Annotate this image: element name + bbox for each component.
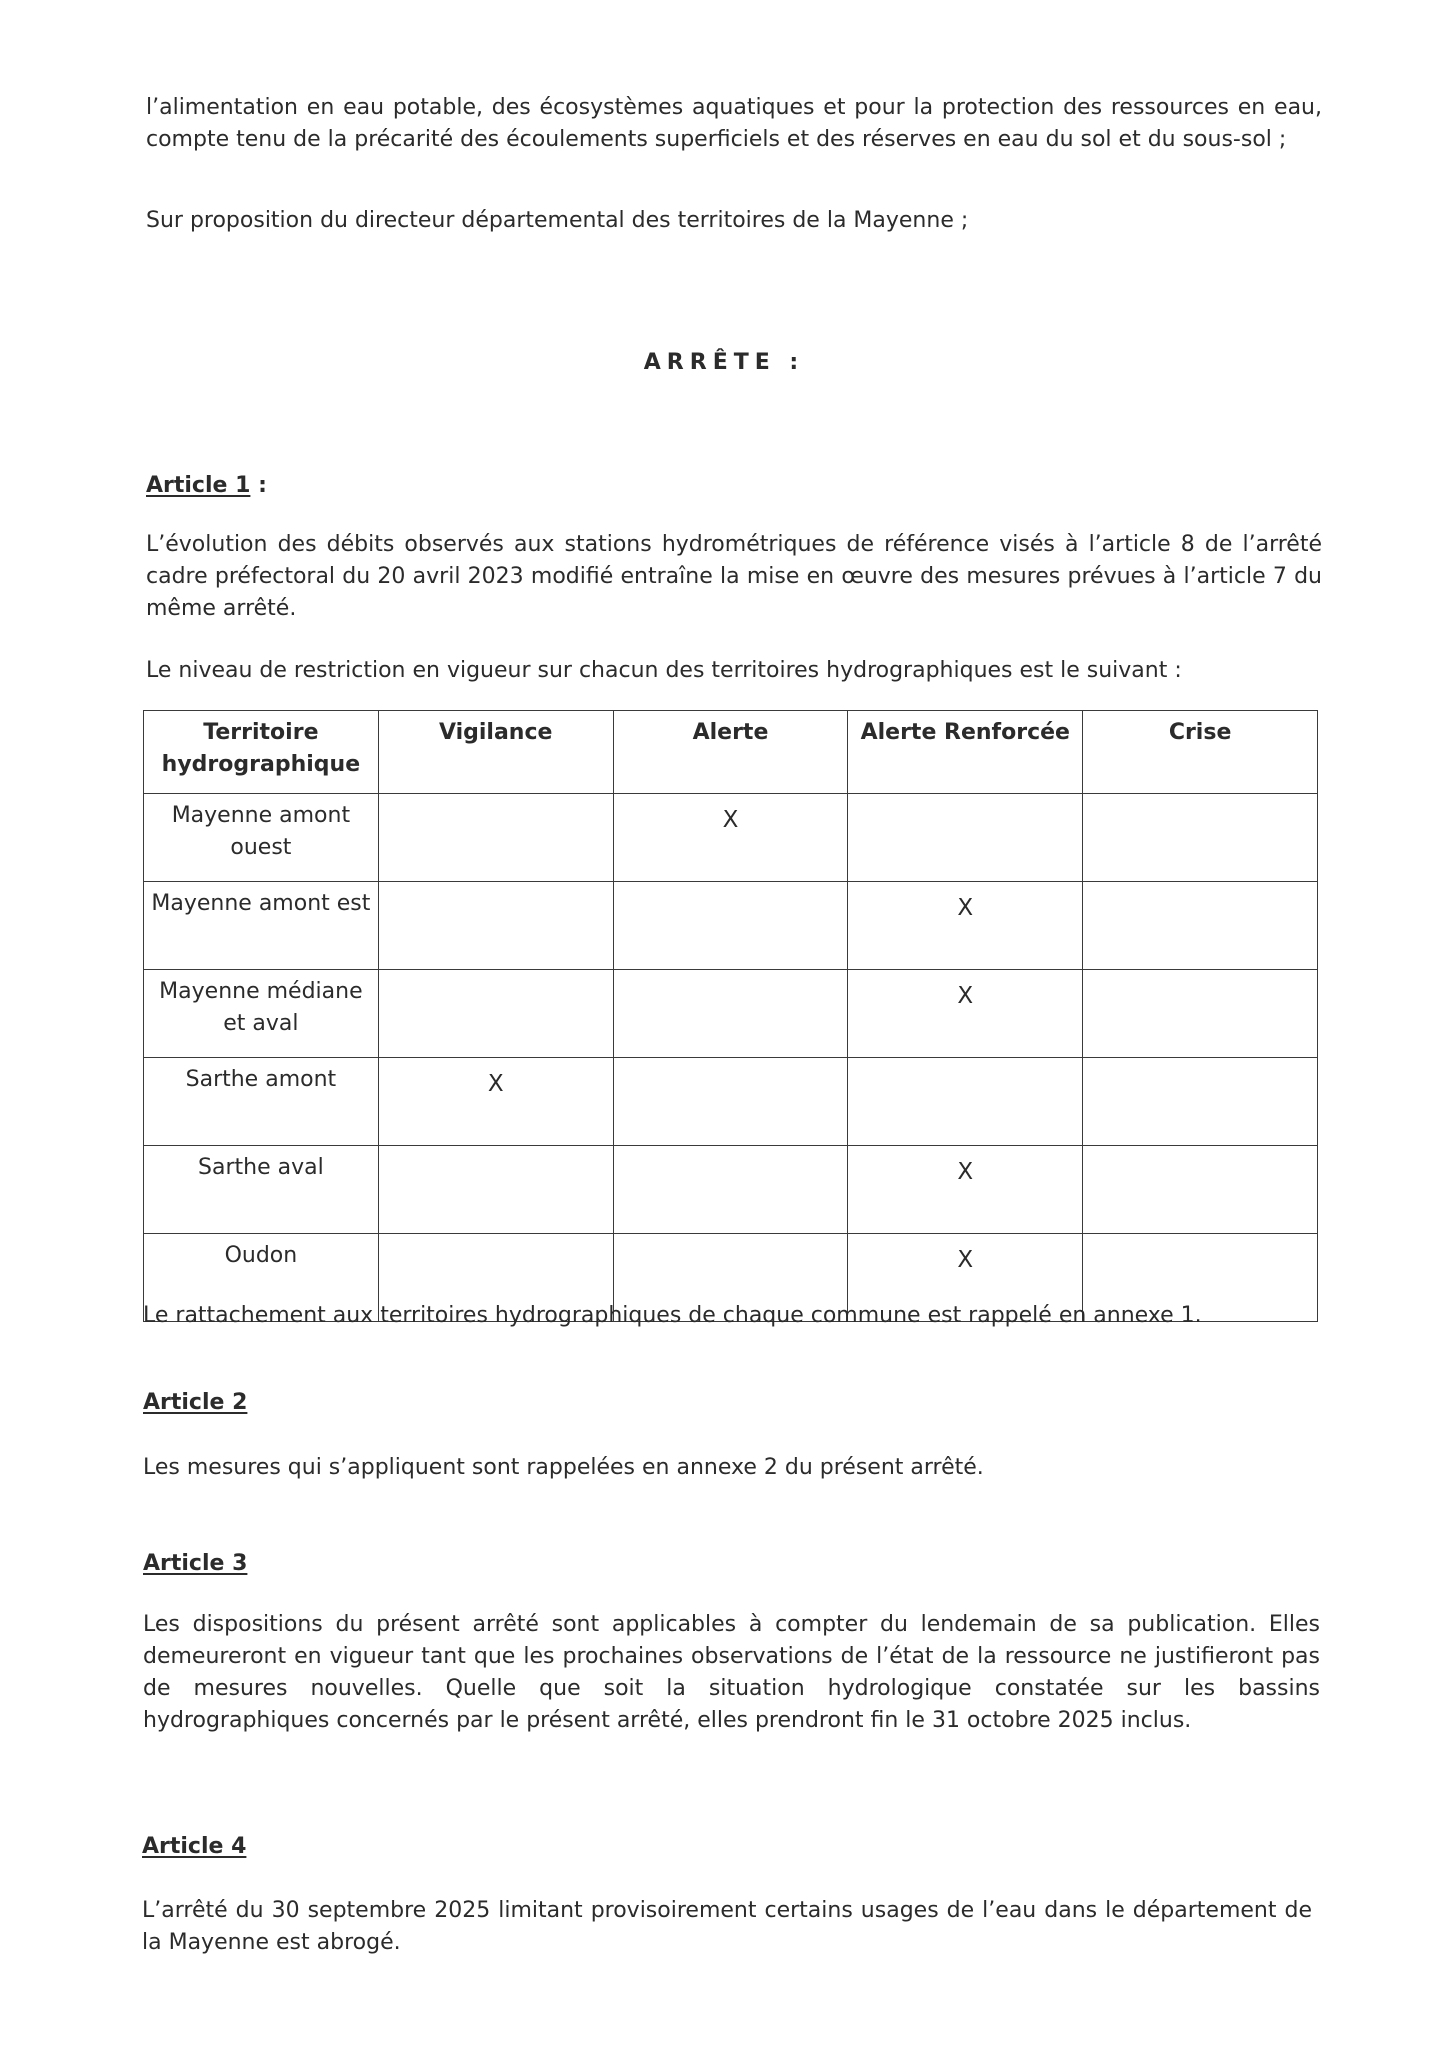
table-header-row	[144, 711, 1318, 794]
level-cell	[1083, 970, 1318, 1058]
level-cell: X	[848, 970, 1083, 1058]
territory-cell: Mayenne médiane et aval	[144, 970, 379, 1058]
article-3-label: Article 3	[143, 1551, 248, 1576]
article-2-heading	[143, 1387, 247, 1419]
article-3-paragraph: Les dispositions du présent arrêté sont applicables à compter du lendemain de sa publication. Elles demeureront en vigueur tant que les prochaines observations de l’état de la ressource ne justifieront pas de mesures nouvelles. Quelle que soit la situation hydrologique constatée sur les bassins hydrographiques concernés par le présent arrêté, elles prendront fin le 31 octobre 2025 inclus.	[143, 1612, 1320, 1733]
level-cell: X	[613, 794, 848, 882]
proposal-paragraph: Sur proposition du directeur départemental des territoires de la Mayenne ;	[146, 208, 969, 233]
header-vigilance: Vigilance	[378, 711, 613, 794]
level-cell	[613, 1146, 848, 1234]
territory-cell: Mayenne amont ouest	[144, 794, 379, 882]
table-row	[144, 794, 1318, 882]
article-2-label: Article 2	[143, 1390, 248, 1415]
level-cell	[1083, 794, 1318, 882]
article-1-intro-table: Le niveau de restriction en vigueur sur chacun des territoires hydrographiques est le suivant :	[146, 658, 1182, 683]
table-row	[144, 1146, 1318, 1234]
table-row	[144, 1058, 1318, 1146]
territory-cell: Sarthe aval	[144, 1146, 379, 1234]
level-cell	[378, 1146, 613, 1234]
article-1-heading	[146, 470, 267, 502]
article-1-label: Article 1	[146, 473, 251, 498]
level-cell	[613, 882, 848, 970]
article-4-paragraph: L’arrêté du 30 septembre 2025 limitant provisoirement certains usages de l’eau dans le département de la Mayenne est abrogé.	[142, 1898, 1312, 1955]
level-cell	[378, 970, 613, 1058]
header-territory: Territoire hydrographique	[144, 711, 379, 794]
table-row	[144, 882, 1318, 970]
header-alerte-renforcee: Alerte Renforcée	[848, 711, 1083, 794]
level-cell	[613, 970, 848, 1058]
territory-cell: Sarthe amont	[144, 1058, 379, 1146]
restriction-levels-table	[143, 710, 1318, 1322]
article-1-colon: :	[250, 473, 267, 498]
table-row	[144, 970, 1318, 1058]
header-crise: Crise	[1083, 711, 1318, 794]
article-3-heading	[143, 1548, 247, 1580]
level-cell	[1083, 1146, 1318, 1234]
article-4-label: Article 4	[142, 1834, 247, 1859]
territory-cell: Oudon	[144, 1234, 379, 1322]
article-2-paragraph: Les mesures qui s’appliquent sont rappelées en annexe 2 du présent arrêté.	[143, 1455, 984, 1480]
level-cell	[1083, 1058, 1318, 1146]
level-cell: X	[848, 1146, 1083, 1234]
level-cell: X	[848, 1234, 1083, 1322]
level-cell	[848, 1058, 1083, 1146]
level-cell	[848, 794, 1083, 882]
territory-cell: Mayenne amont est	[144, 882, 379, 970]
level-cell	[613, 1058, 848, 1146]
level-cell	[378, 882, 613, 970]
decree-title: ARRÊTE :	[643, 350, 805, 375]
article-1-paragraph: L’évolution des débits observés aux stations hydrométriques de référence visés à l’article 8 de l’arrêté cadre préfectoral du 20 avril 2023 modifié entraîne la mise en œuvre des mesures prévues à l’article 7 du même arrêté.	[146, 532, 1322, 621]
header-alerte: Alerte	[613, 711, 848, 794]
level-cell	[378, 794, 613, 882]
level-cell	[1083, 882, 1318, 970]
preamble-paragraph: l’alimentation en eau potable, des écosystèmes aquatiques et pour la protection des ressources en eau, compte tenu de la précarité des écoulements superficiels et des réserves en eau du sol et du sous-sol ;	[146, 95, 1322, 152]
table-caption: Le rattachement aux territoires hydrographiques de chaque commune est rappelé en annexe 1.	[143, 1303, 1202, 1328]
level-cell: X	[378, 1058, 613, 1146]
level-cell: X	[848, 882, 1083, 970]
article-4-heading	[142, 1831, 246, 1863]
